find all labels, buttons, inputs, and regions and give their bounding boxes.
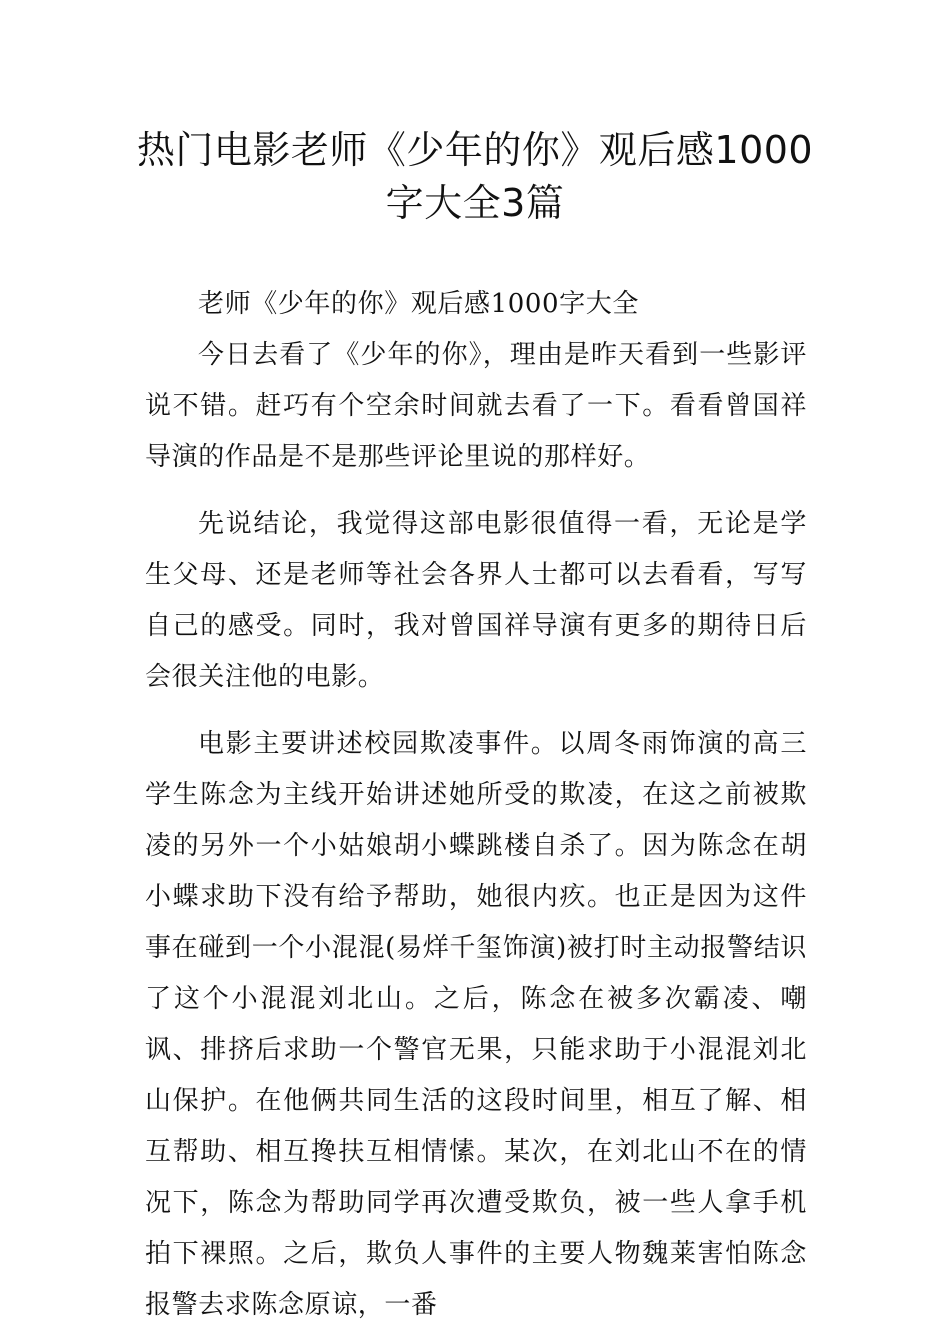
document-body — [145, 279, 807, 1331]
paragraph: 先说结论，我觉得这部电影很值得一看，无论是学生父母、还是老师等社会各界人士都可以去看看，写写自己的感受。同时，我对曾国祥导演有更多的期待日后会很关注他的电影。 — [145, 509, 807, 692]
document-subtitle: 老师《少年的你》观后感1000字大全 — [198, 289, 639, 319]
paragraph: 电影主要讲述校园欺凌事件。以周冬雨饰演的高三学生陈念为主线开始讲述她所受的欺凌，在这之前被欺凌的另外一个小姑娘胡小蝶跳楼自杀了。因为陈念在胡小蝶求助下没有给予帮助，她很内疚。也正是因为这件事在碰到一个小混混(易烊千玺饰演)被打时主动报警结识了这个小混混刘北山。之后，陈念在被多次霸凌、嘲讽、排挤后求助一个警官无果，只能求助于小混混刘北山保护。在他俩共同生活的这段时间里，相互了解、相互帮助、相互搀扶互相情愫。某次，在刘北山不在的情况下，陈念为帮助同学再次遭受欺负，被一些人拿手机拍下裸照。之后，欺负人事件的主要人物魏莱害怕陈念报警去求陈念原谅，一番 — [145, 729, 807, 1320]
document-title: 热门电影老师《少年的你》观后感1000字大全3篇 — [136, 128, 814, 225]
paragraph: 今日去看了《少年的你》，理由是昨天看到一些影评说不错。赶巧有个空余时间就去看了一下。看看曾国祥导演的作品是不是那些评论里说的那样好。 — [145, 340, 807, 472]
